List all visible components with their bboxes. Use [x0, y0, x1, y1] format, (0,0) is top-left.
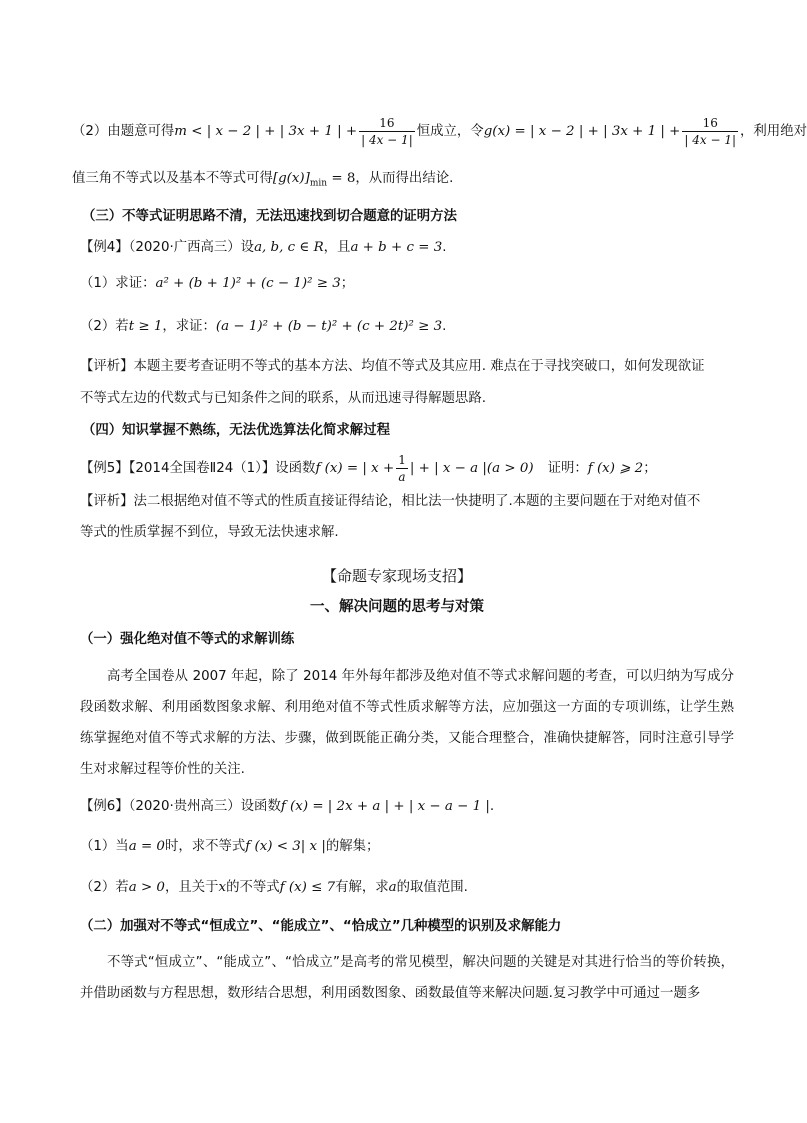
text: （2）若: [80, 319, 129, 334]
text: 有解，求: [335, 880, 389, 895]
math-expression: | + | x − a |(a > 0): [409, 461, 534, 476]
text: 【例6】（2020·贵州高三）设函数: [80, 799, 281, 814]
example-6-part-2: [80, 877, 732, 899]
text: ；: [643, 461, 657, 476]
text: 证明：: [547, 461, 588, 476]
text: 【例4】（2020·广西高三）设: [80, 240, 255, 255]
text: .: [442, 240, 447, 255]
text: 的不等式: [226, 880, 280, 895]
text: 的取值范围.: [396, 880, 468, 895]
math-expression: (a − 1)² + (b − t)² + (c + 2t)² ≥ 3: [215, 319, 443, 334]
text: （2）若: [80, 880, 129, 895]
text: ，且: [323, 240, 351, 255]
example-4: [80, 237, 732, 259]
text: 值三角不等式以及基本不等式可得: [72, 171, 273, 186]
example-4-part-2: [80, 316, 732, 338]
analysis-4-line-1: 【评析】本题主要考查证明不等式的基本方法、均值不等式及其应用. 难点在于寻找突破口，如何发现欲证: [80, 359, 705, 374]
fraction-numerator: 16: [379, 115, 395, 130]
text: ，利用绝对: [740, 124, 807, 139]
heading-three: （三）不等式证明思路不清，无法迅速找到切合题意的证明方法: [82, 209, 457, 224]
analysis-4-line-2: 不等式左边的代数式与已知条件之间的联系，从而迅速寻得解题思路.: [80, 391, 486, 406]
math-expression: t ≥ 1: [128, 319, 163, 334]
text: 【例5】【2014全国卷Ⅱ24（1）】设函数: [80, 461, 316, 476]
math-expression: a > 0: [128, 880, 165, 895]
example-5: [80, 449, 732, 489]
paragraph-one: 高考全国卷从 2007 年起，除了 2014 年外每年都涉及绝对值不等式求解问题的考查，可以归纳为写成分段函数求解、利用函数图象求解、利用绝对值不等式性质求解等方法，应加强这一方面的专项训练，让学生熟练掌握绝对值不等式求解的方法、步骤，做到既能正确分类，又能合理整合，准确快捷解答，同时注意引导学生对求解过程等价性的关注.: [80, 669, 734, 777]
text: 的解集；: [325, 839, 380, 854]
math-expression: f (x) ≤ 7: [279, 880, 336, 895]
analysis-5-line-2: 等式的性质掌握不到位，导致无法快速求解.: [80, 525, 339, 540]
math-expression: a: [388, 880, 397, 895]
fraction: [396, 452, 408, 485]
text: （1）求证：: [80, 276, 156, 291]
math-expression: f (x) = | 2x + a | + | x − a − 1 |: [280, 799, 490, 814]
math-expression: g(x) = | x − 2 | + | 3x + 1 | +: [483, 124, 681, 139]
analysis-5-line-1: 【评析】法二根据绝对值不等式的性质直接证得结论，相比法一快捷明了.本题的主要问题在于对绝对值不: [80, 494, 701, 509]
fraction: [682, 115, 738, 148]
heading-two: （二）加强对不等式“恒成立”、“能成立”、“恰成立”几种模型的识别及求解能力: [80, 919, 562, 934]
subscript: min: [309, 178, 328, 189]
text: （2）由题意可得: [72, 124, 175, 139]
fraction-denominator: | 4x − 1|: [361, 132, 413, 147]
math-expression: a = 0: [128, 839, 165, 854]
example-6: [80, 796, 732, 818]
fraction-denominator: a: [398, 469, 406, 484]
math-expression: f (x) ⩾ 2: [587, 461, 644, 476]
fraction-numerator: 1: [398, 452, 406, 467]
math-expression: a, b, c ∈ R: [254, 240, 324, 255]
text: ，求证：: [162, 319, 216, 334]
text: ，从而得出结论.: [355, 171, 454, 186]
text: ；: [340, 276, 355, 291]
fraction-numerator: 16: [702, 115, 718, 130]
heading-one: （一）强化绝对值不等式的求解训练: [80, 632, 295, 647]
fraction-denominator: | 4x − 1|: [684, 132, 737, 147]
fraction: [359, 115, 415, 148]
math-expression: a² + (b + 1)² + (c − 1)² ≥ 3: [155, 276, 341, 291]
math-expression: [g(x)]: [272, 171, 310, 186]
math-expression: f (x) < 3| x |: [245, 839, 326, 854]
text: 时，求不等式: [164, 839, 246, 854]
text: （1）当: [80, 839, 129, 854]
text: 恒成立，令: [416, 124, 484, 139]
section-subtitle: 一、解决问题的思考与对策: [310, 599, 484, 615]
example-6-part-1: [80, 836, 732, 858]
solution-line-2-part1: [72, 112, 807, 152]
math-expression: x: [218, 880, 227, 895]
section-title: 【命题专家现场支招】: [321, 567, 472, 585]
solution-line-2-part2: [72, 168, 732, 195]
example-4-part-1: [80, 273, 732, 295]
heading-four: （四）知识掌握不熟练，无法优选算法化简求解过程: [82, 423, 390, 438]
math-expression: = 8: [327, 171, 356, 186]
text: .: [489, 799, 495, 814]
paragraph-two: 不等式“恒成立”、“能成立”、“恰成立”是高考的常见模型，解决问题的关键是对其进行恰当的等价转换，并借助函数与方程思想，数形结合思想，利用函数图象、函数最值等来解决问题.复习教学中可通过一题多: [80, 955, 734, 1001]
text: ，且关于: [164, 880, 219, 895]
math-expression: a + b + c = 3: [350, 240, 443, 255]
math-expression: f (x) = | x +: [315, 461, 395, 476]
math-expression: m < | x − 2 | + | 3x + 1 | +: [174, 124, 358, 139]
text: .: [442, 319, 447, 334]
